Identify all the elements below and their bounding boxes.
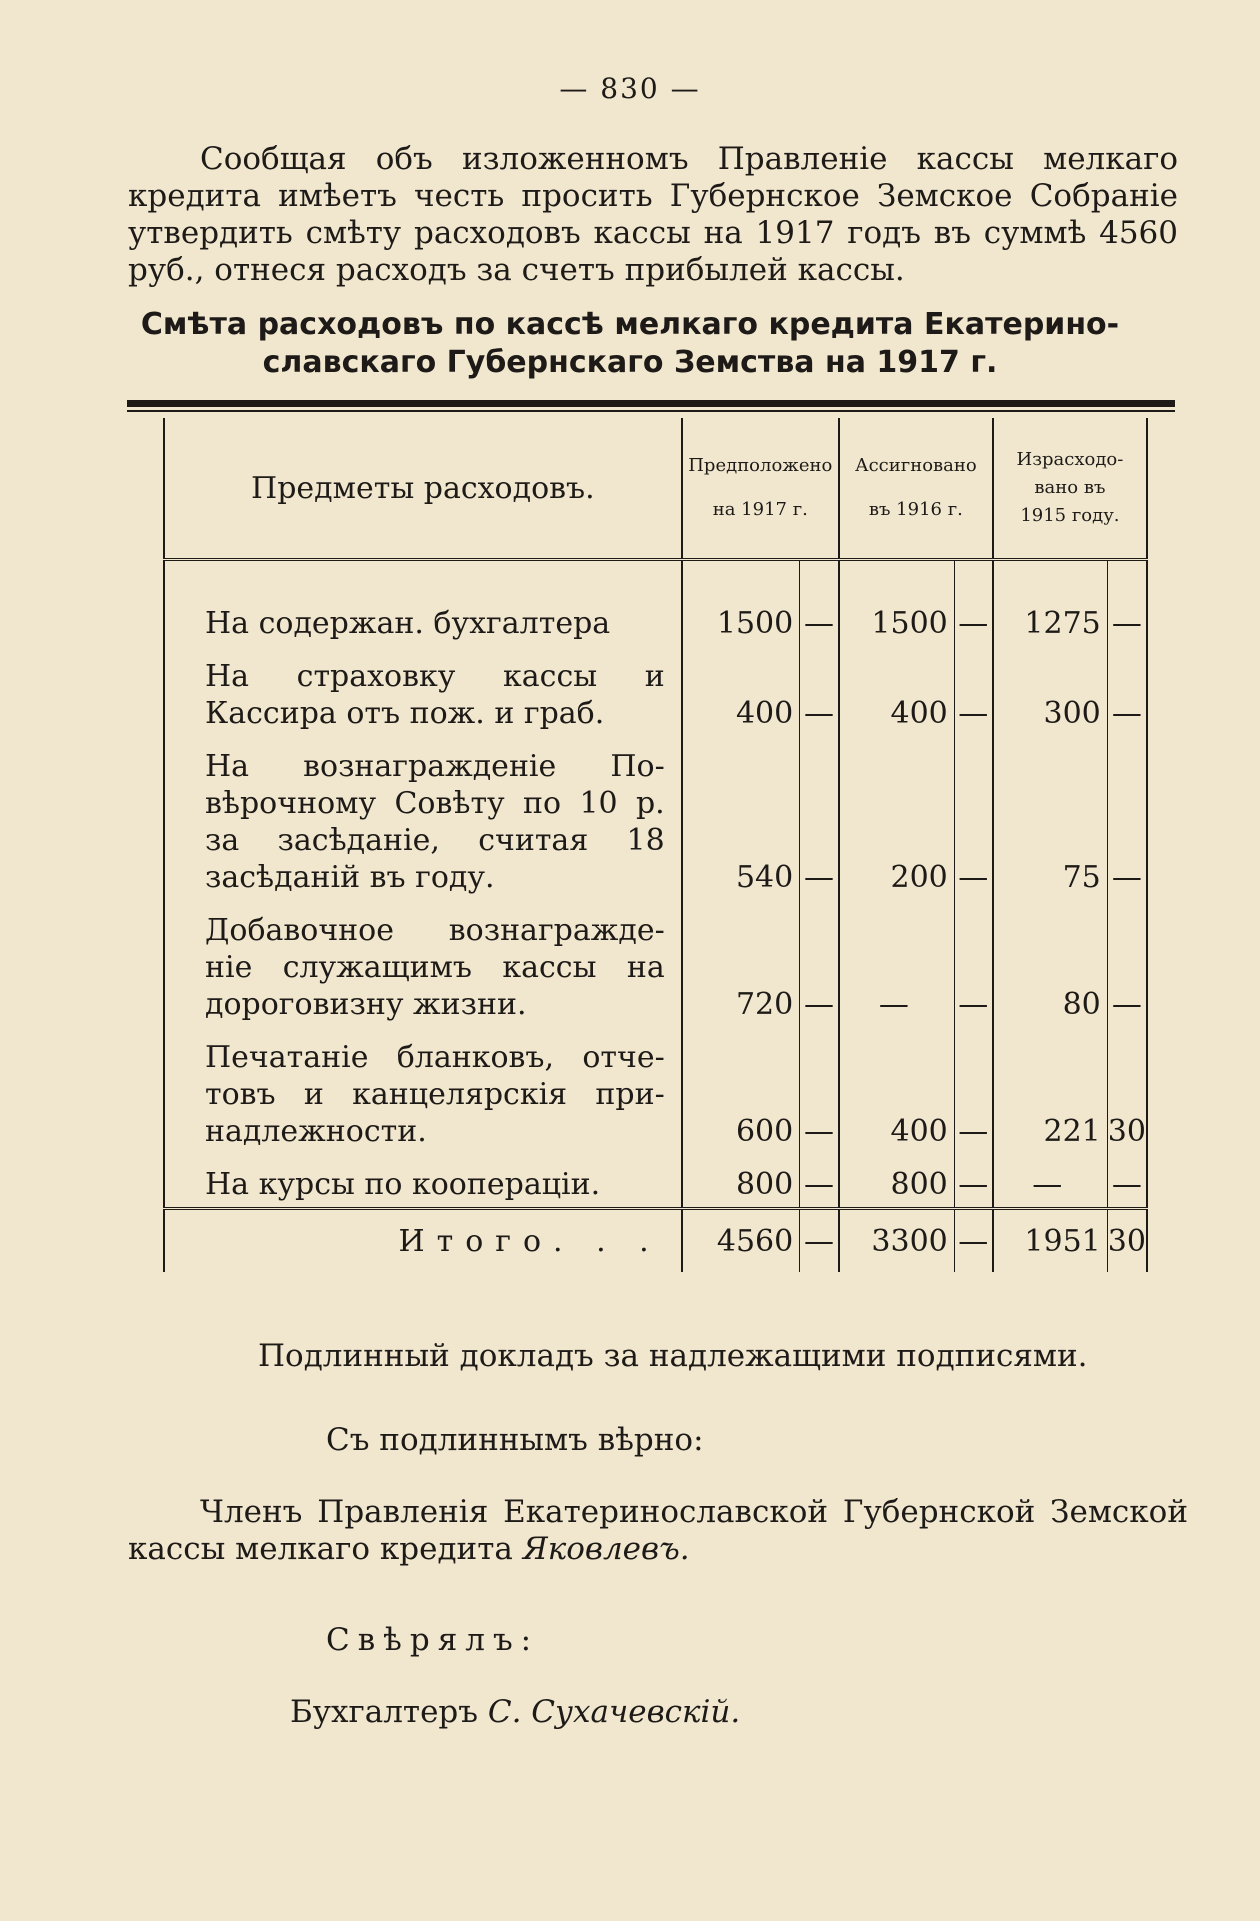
row-item-line: На страховку кассы и <box>205 659 665 694</box>
row-item <box>164 912 682 1027</box>
row-item-line: Печатаніе бланковъ, отче- <box>205 1040 665 1075</box>
row-item-line: товъ и канцелярскія при- <box>205 1077 665 1112</box>
row-item-line: за засѣданіе, считая 18 <box>205 823 665 858</box>
top-rule-thin <box>127 410 1175 412</box>
table-row <box>164 912 1147 1027</box>
table-row <box>164 658 1147 736</box>
planned-kopecks: — <box>800 1166 839 1209</box>
estimate-table <box>163 418 1148 1272</box>
spent-value: — <box>993 1166 1107 1209</box>
planned-value: 1500 <box>682 605 800 646</box>
header-assigned: Ассигновано въ 1916 г. <box>839 418 993 560</box>
table-row <box>164 1039 1147 1154</box>
intro-text: Сообщая объ изложенномъ Правленіе кассы мелкаго кредита имѣетъ честь просить Губернское Земское Собраніе утвердить смѣту расходовъ кассы на 1917 годъ въ суммѣ 4560 руб., отнеся расходъ за счетъ прибылей кассы. <box>128 141 1178 288</box>
total-spent-kopecks: 30 <box>1107 1209 1147 1273</box>
row-item <box>164 1039 682 1154</box>
accountant-line <box>290 1694 740 1731</box>
total-assigned-kopecks: — <box>954 1209 993 1273</box>
planned-kopecks: — <box>800 1039 839 1154</box>
assigned-value: 800 <box>839 1166 954 1209</box>
table-row <box>164 748 1147 900</box>
header-planned: Предположено на 1917 г. <box>682 418 839 560</box>
header-spent: Израсходо- вано въ 1915 году. <box>993 418 1147 560</box>
assigned-kopecks: — <box>954 1166 993 1209</box>
row-item-line: Добавочное вознагражде- <box>205 913 665 948</box>
row-item-line: На вознагражденіе По- <box>205 749 665 784</box>
row-item-line: На содержан. бухгалтера <box>205 606 611 641</box>
spent-kopecks: — <box>1107 912 1147 1027</box>
total-spent: 1951 <box>993 1209 1107 1273</box>
accountant-title: Бухгалтеръ <box>290 1694 478 1730</box>
planned-value: 800 <box>682 1166 800 1209</box>
row-item-line: вѣрочному Совѣту по 10 р. <box>205 786 665 821</box>
planned-kopecks: — <box>800 605 839 646</box>
table-row <box>164 605 1147 646</box>
spent-value: 75 <box>993 748 1107 900</box>
planned-value: 400 <box>682 658 800 736</box>
page-number: — 830 — <box>559 72 701 105</box>
planned-kopecks: — <box>800 658 839 736</box>
assigned-kopecks: — <box>954 605 993 646</box>
row-item-line: ніе служащимъ кассы на <box>205 950 665 985</box>
total-assigned: 3300 <box>839 1209 954 1273</box>
row-item-line: дороговизну жизни. <box>205 987 527 1022</box>
spent-value: 221 <box>993 1039 1107 1154</box>
spent-value: 1275 <box>993 605 1107 646</box>
accountant-signature: С. Сухачевскій. <box>487 1694 741 1730</box>
assigned-value: 400 <box>839 658 954 736</box>
member-paragraph <box>128 1494 1188 1568</box>
note-original: Подлинный докладъ за надлежащими подписями. <box>258 1338 1088 1374</box>
row-item-line: надлежности. <box>205 1114 427 1149</box>
assigned-value: 1500 <box>839 605 954 646</box>
assigned-kopecks: — <box>954 658 993 736</box>
table-header-row <box>164 418 1147 560</box>
spent-kopecks: — <box>1107 658 1147 736</box>
planned-kopecks: — <box>800 748 839 900</box>
spent-value: 80 <box>993 912 1107 1027</box>
planned-value: 540 <box>682 748 800 900</box>
spent-kopecks: — <box>1107 748 1147 900</box>
spent-kopecks: — <box>1107 1166 1147 1209</box>
total-planned: 4560 <box>682 1209 800 1273</box>
member-text: Членъ Правленія Екатеринославской Губернской Земской кассы мелкаго кредита <box>128 1494 1188 1567</box>
planned-value: 600 <box>682 1039 800 1154</box>
row-item-line: На курсы по коопераціи. <box>205 1167 601 1202</box>
top-rule <box>127 400 1175 407</box>
table-row <box>164 1166 1147 1209</box>
intro-paragraph <box>128 141 1178 289</box>
total-label: Итого. . . <box>164 1209 682 1273</box>
estimate-title-line-1: Смѣта расходовъ по кассѣ мелкаго кредита Екатерино- <box>140 307 1120 342</box>
estimate-title-line-2: славскаго Губернскаго Земства на 1917 г. <box>262 345 998 380</box>
row-item-line: Кассира отъ пож. и граб. <box>205 696 605 731</box>
checked-label: Свѣрялъ: <box>326 1622 540 1658</box>
planned-kopecks: — <box>800 912 839 1027</box>
assigned-kopecks: — <box>954 748 993 900</box>
total-row <box>164 1209 1147 1273</box>
total-planned-kopecks: — <box>800 1209 839 1273</box>
header-item: Предметы расходовъ. <box>164 418 682 560</box>
spent-kopecks: — <box>1107 605 1147 646</box>
table-body <box>164 560 1147 1273</box>
row-item-line: засѣданій въ году. <box>205 860 495 895</box>
spent-kopecks: 30 <box>1107 1039 1147 1154</box>
assigned-kopecks: — <box>954 1039 993 1154</box>
row-item <box>164 605 682 646</box>
row-item <box>164 658 682 736</box>
note-true-copy: Съ подлиннымъ вѣрно: <box>326 1422 704 1458</box>
member-signature: Яковлевъ. <box>522 1531 690 1567</box>
row-item <box>164 1166 682 1209</box>
spent-value: 300 <box>993 658 1107 736</box>
assigned-kopecks: — <box>954 912 993 1027</box>
planned-value: 720 <box>682 912 800 1027</box>
assigned-value: 400 <box>839 1039 954 1154</box>
row-item <box>164 748 682 900</box>
assigned-value: 200 <box>839 748 954 900</box>
assigned-value: — <box>839 912 954 1027</box>
